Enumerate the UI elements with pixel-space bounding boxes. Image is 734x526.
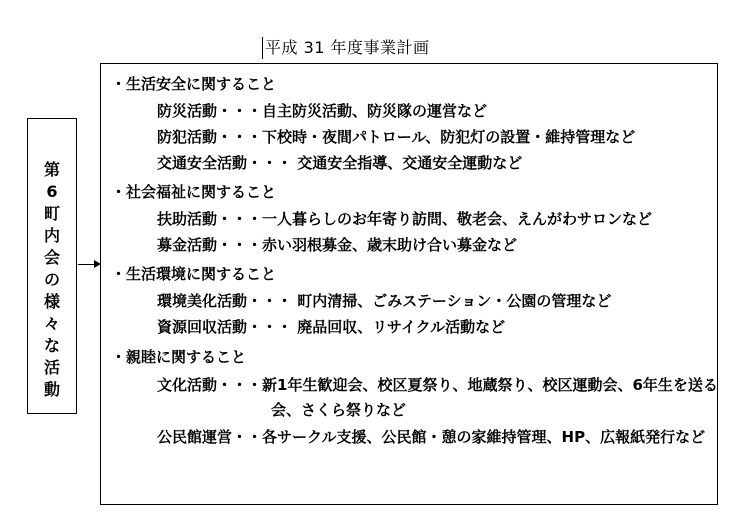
label-char: 活	[43, 358, 60, 377]
plan-item: 環境美化活動・・・ 町内清掃、ごみステーション・公園の管理など	[157, 292, 612, 310]
label-char: な	[43, 336, 60, 355]
plan-item: 資源回収活動・・・ 廃品回収、リサイクル活動など	[157, 318, 506, 336]
plan-item: 防犯活動・・・下校時・夜間パトロール、防犯灯の設置・維持管理など	[157, 128, 636, 146]
label-char: 々	[43, 314, 60, 333]
organization-box	[27, 118, 77, 414]
plan-item: 募金活動・・・赤い羽根募金、歳末助け合い募金など	[157, 236, 518, 254]
plan-box	[100, 63, 718, 505]
page-title: 平成 31 年度事業計画	[262, 37, 430, 59]
plan-item: 文化活動・・・新1年生歓迎会、校区夏祭り、地蔵祭り、校区運動会、6年生を送る	[157, 376, 718, 394]
section-heading-welfare: ・社会福祉に関すること	[111, 183, 277, 201]
plan-item: 防災活動・・・自主防災活動、防災隊の運営など	[157, 102, 488, 120]
plan-item: 公民館運営・・各サークル支援、公民館・憩の家維持管理、HP、広報紙発行など	[157, 428, 706, 446]
label-char: 町	[43, 204, 60, 223]
plan-item: 交通安全活動・・・ 交通安全指導、交通安全運動など	[157, 154, 523, 172]
label-char: 様	[43, 292, 60, 311]
section-heading-safety: ・生活安全に関すること	[111, 75, 277, 93]
plan-item: 扶助活動・・・一人暮らしのお年寄り訪問、敬老会、えんがわサロンなど	[157, 210, 653, 228]
label-char: の	[43, 270, 60, 289]
label-char: 第	[43, 160, 60, 179]
section-heading-environment: ・生活環境に関すること	[111, 265, 277, 283]
section-heading-friendship: ・親睦に関すること	[111, 348, 247, 366]
label-char: 6	[46, 182, 58, 201]
label-char: 動	[43, 380, 60, 399]
plan-item-continuation: 会、さくら祭りなど	[271, 401, 407, 419]
label-char: 内	[43, 226, 60, 245]
label-char: 会	[43, 248, 60, 267]
organization-label	[28, 159, 76, 401]
